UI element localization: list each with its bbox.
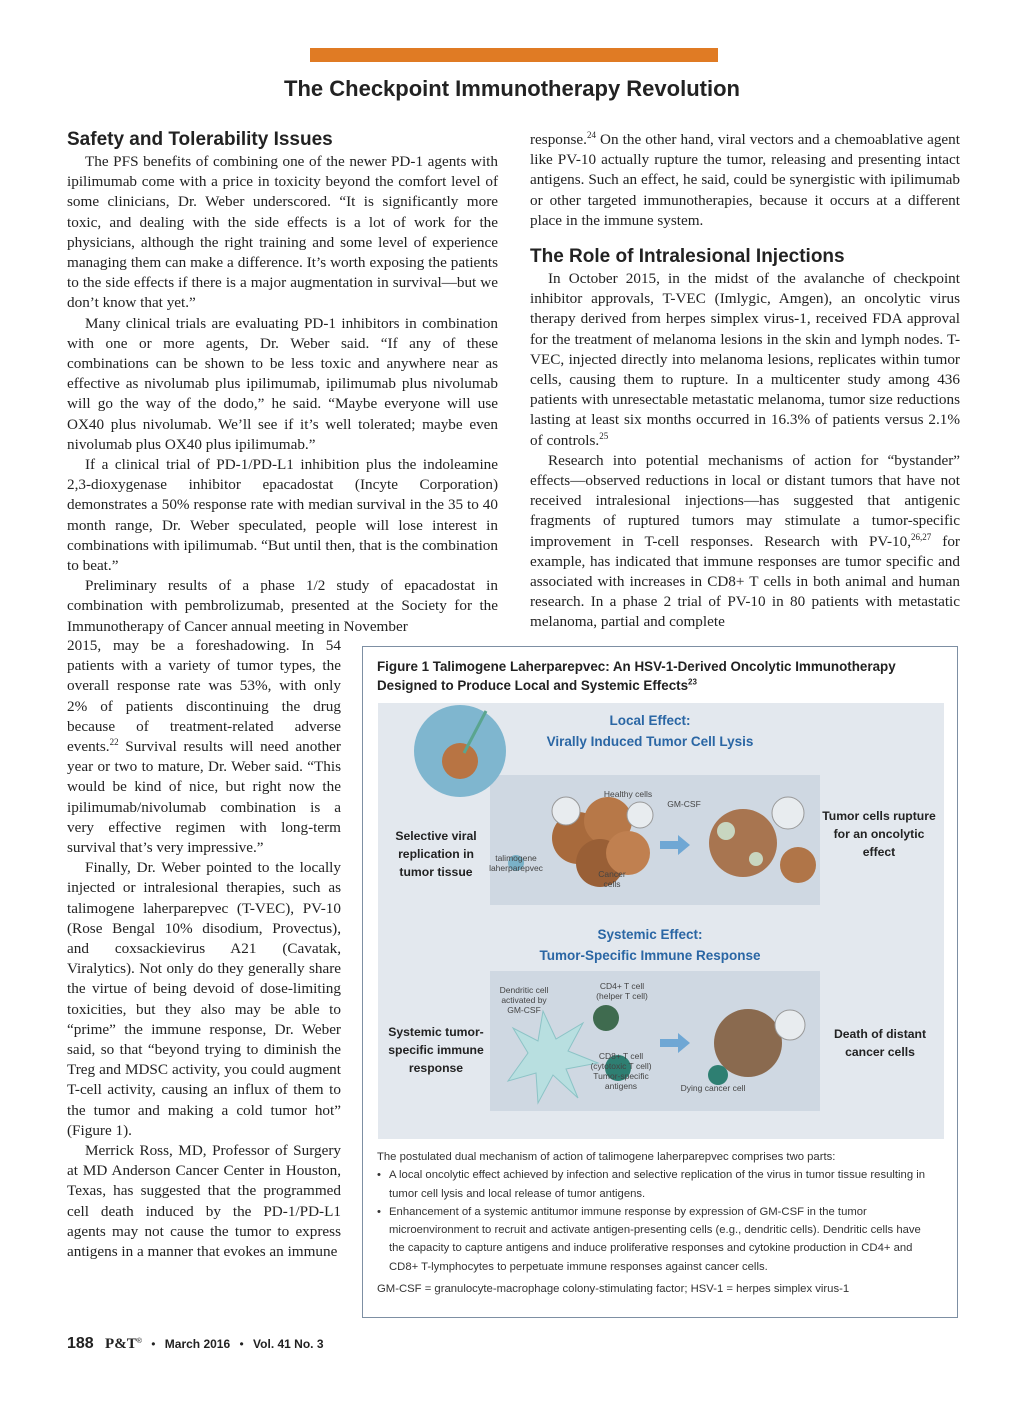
separator-dot: • <box>239 1337 244 1351</box>
figure-illustration <box>378 703 944 1139</box>
cd4-t-cell-icon <box>593 1005 619 1031</box>
rupturing-tumor-icon <box>709 809 777 877</box>
caption-list <box>377 1166 939 1276</box>
page-title: The Checkpoint Immunotherapy Revolution <box>284 76 740 101</box>
reference-superscript: 25 <box>599 430 609 441</box>
figure-title-text: Figure 1 Talimogene Laherparepvec: An HSV-1-Derived Oncolytic Immunotherapy Designed to Produce Local and Systemic Effects <box>377 659 896 693</box>
caption-abbreviations: GM-CSF = granulocyte-macrophage colony-stimulating factor; HSV-1 = herpes simplex virus-1 <box>377 1283 850 1296</box>
paragraph: Finally, Dr. Weber pointed to the locally injected or intralesional therapies, such as talimogene laherparepvec (T-VEC), PV-10 (Rose Bengal 10% disodium, Provectus), and coxsackievirus A21 (Cavatak, Viralytics). Not only do they generally share the virtue of being devoid of dose-limiting toxicities, but they also may be able to “prime” the immune response, Dr. Weber said, so that “beyond trying to diminish the Treg and MDSC activity, you could augment T-cell activity, causing an influx of them to the tumor and making a cold tumor hot” (Figure 1). <box>67 859 341 1139</box>
label-talimogene: talimogene laherparepvec <box>489 853 543 873</box>
figure-caption <box>377 1148 939 1298</box>
paragraph <box>530 130 960 231</box>
paragraph-text: response. <box>530 131 587 148</box>
released-antigen-icon <box>749 852 763 866</box>
reference-superscript: 23 <box>688 677 697 687</box>
paragraph-text: On the other hand, viral vectors and a chemoablative agent like PV-10 actually rupture the tumor, releasing and presenting intact antigens. Such an effect, he said, could be synergistic with ipilimumab or other targeted immunotherapies, because it occurs at a different place in the immune system. <box>530 131 960 229</box>
issue-volume: Vol. 41 No. 3 <box>253 1337 324 1351</box>
figure-title <box>377 657 947 695</box>
label-healthy-cells: Healthy cells <box>603 789 653 799</box>
healthy-cell-icon <box>627 802 653 828</box>
reference-superscript: 26,27 <box>911 531 932 542</box>
left-column-top <box>67 128 498 637</box>
systemic-effect-heading-1: Systemic Effect: <box>597 927 703 942</box>
cancer-cell-icon <box>780 847 816 883</box>
left-column-narrow <box>67 636 341 1262</box>
caption-bullet: • Enhancement of a systemic antitumor immune response by expression of GM-CSF in the tumor microenvironment to recruit and activate antigen-presenting cells (e.g., dendritic cells). Dendritic cells have the capacity to capture antigens and induce proliferative responses and cytokine production in CD4+ and CD8+ T-lymphocytes to perpetuate immune responses against cancer cells. <box>377 1203 939 1276</box>
healthy-cell-icon <box>775 1010 805 1040</box>
paragraph: The PFS benefits of combining one of the newer PD-1 agents with ipilimumab come with a price in toxicity beyond the comfort level of some clinicians, Dr. Weber underscored. “It is significantly more toxic, and dealing with the side effects is a lot of work for the physicians, although the right training and some level of experience managing them can make a difference. It’s worth exposing the patients to the side effects if there is a major augmentation in survival—but we don’t know that yet.” <box>67 153 498 312</box>
label-cancer-cells: Cancer cells <box>598 869 626 889</box>
caption-intro: The postulated dual mechanism of action of talimogene laherparepvec comprises two parts: <box>377 1151 836 1163</box>
section-heading-intralesional: The Role of Intralesional Injections <box>530 246 845 268</box>
paragraph-text: Research into potential mechanisms of action for “bystander” effects—observed reductions in local or distant tumors that have not received intralesional injections—has suggested that antigenic fragments of ruptured tumors may stimulate a tumor-specific improvement in T-cell responses. Research with PV-10, <box>530 451 960 550</box>
label-cd8-t-cell: CD8+ T cell (cytotoxic T cell) Tumor-specific antigens <box>590 1051 652 1091</box>
reference-superscript: 24 <box>586 129 596 140</box>
trademark: ® <box>136 1338 142 1345</box>
right-column <box>530 130 960 633</box>
paragraph: If a clinical trial of PD-1/PD-L1 inhibition plus the indoleamine 2,3-dioxygenase inhibitor epacadostat (Incyte Corporation) demonstrates a 50% response rate with median survival in the 35 to 40 month range, Dr. Weber speculated, people will lose interest in combinations with ipilimumab. “But until then, that is the combination to beat.” <box>67 456 498 575</box>
issue-date: March 2016 <box>164 1337 231 1351</box>
healthy-cell-icon <box>772 797 804 829</box>
paragraph: Merrick Ross, MD, Professor of Surgery at MD Anderson Cancer Center in Houston, Texas, has suggested that the programmed cell death induced by the PD-1/PD-L1 agents may not cause the tumor to express antigens in a manner that evokes an immune <box>67 1142 341 1261</box>
paragraph: Many clinical trials are evaluating PD-1 inhibitors in combination with one or more agents, Dr. Weber said. “If any of these combinations can be shown to be less toxic and anywhere near as effective as nivolumab plus ipilimumab, ipilimumab plus nivolumab will go the way of the dodo,” he said. “Maybe everyone will use OX40 plus nivolumab. We’ll see if it’s well tolerated; maybe even nivolumab plus OX40 plus ipilimumab.” <box>67 314 498 453</box>
label-death-distant: Death of distant cancer cells <box>833 1027 927 1059</box>
paragraph-text: In October 2015, in the midst of the avalanche of checkpoint inhibitor approvals, T-VEC (Imlygic, Amgen), an oncolytic virus therapy derived from herpes simplex virus-1, received FDA approval for the treatment of melanoma lesions in the skin and lymph nodes. T-VEC, injected directly into melanoma lesions, replicates within tumor cells, causing them to rupture. In a multicenter study among 436 patients with unresectable metastatic melanoma, tumor size reductions lasting at least six months occurred in 16.3% of patients versus 2.1% of controls. <box>530 270 960 449</box>
local-effect-heading-2: Virally Induced Tumor Cell Lysis <box>546 734 754 749</box>
label-tumor-rupture: Tumor cells rupture for an oncolytic effect <box>822 809 936 859</box>
label-cd4-t-cell: CD4+ T cell (helper T cell) <box>596 981 648 1001</box>
label-systemic-response: Systemic tumor-specific immune response <box>388 1025 484 1075</box>
label-dying-cancer-cell: Dying cancer cell <box>680 1083 746 1093</box>
systemic-effect-heading-2: Tumor-Specific Immune Response <box>539 948 761 963</box>
tumor-lesion-icon <box>442 743 478 779</box>
paragraph-text: 2015, may be a foreshadowing. In 54 patients with a variety of tumor types, the overall response rate was 53%, with only 2% of patients discontinuing the drug because of treatment-related adverse events. <box>67 637 341 756</box>
separator-dot: • <box>151 1337 156 1351</box>
paragraph-text: Survival results will need another year or two to mature, Dr. Weber said. “This would be kind of nice, but right now the ipilimumab/nivolumab combination is a very effective regimen with long-term survival that’s very impressive.” <box>67 738 341 857</box>
journal-name: P&T <box>105 1336 137 1352</box>
released-antigen-icon <box>717 822 735 840</box>
reference-superscript: 22 <box>109 736 119 747</box>
healthy-cell-icon <box>552 797 580 825</box>
paragraph-text: for example, has indicated that immune responses are tumor specific and associated with increases in CD8+ T cells in both animal and human research. In a phase 2 trial of PV-10 in 80 patients with metastatic melanoma, partial and complete <box>530 532 960 631</box>
cd8-t-cell-icon <box>708 1065 728 1085</box>
paragraph <box>67 636 341 858</box>
caption-bullet: • A local oncolytic effect achieved by infection and selective replication of the virus in tumor tissue resulting in tumor cell lysis and local release of tumor antigens. <box>377 1166 939 1203</box>
section-heading-safety: Safety and Tolerability Issues <box>67 129 333 150</box>
dying-cancer-cell-icon <box>714 1009 782 1077</box>
paragraph <box>530 451 960 633</box>
paragraph <box>530 269 960 451</box>
label-selective-replication: Selective viral replication in tumor tissue <box>395 829 477 879</box>
local-effect-heading-1: Local Effect: <box>609 713 691 728</box>
label-dendritic-cell: Dendritic cell activated by GM-CSF <box>499 985 549 1015</box>
paragraph: Preliminary results of a phase 1/2 study of epacadostat in combination with pembrolizumab, presented at the Society for the Immunotherapy of Cancer annual meeting in November <box>67 577 498 635</box>
label-gm-csf: GM-CSF <box>667 799 701 809</box>
page-footer <box>67 1335 324 1353</box>
header-accent-bar <box>310 48 718 62</box>
page-number: 188 <box>67 1335 94 1352</box>
